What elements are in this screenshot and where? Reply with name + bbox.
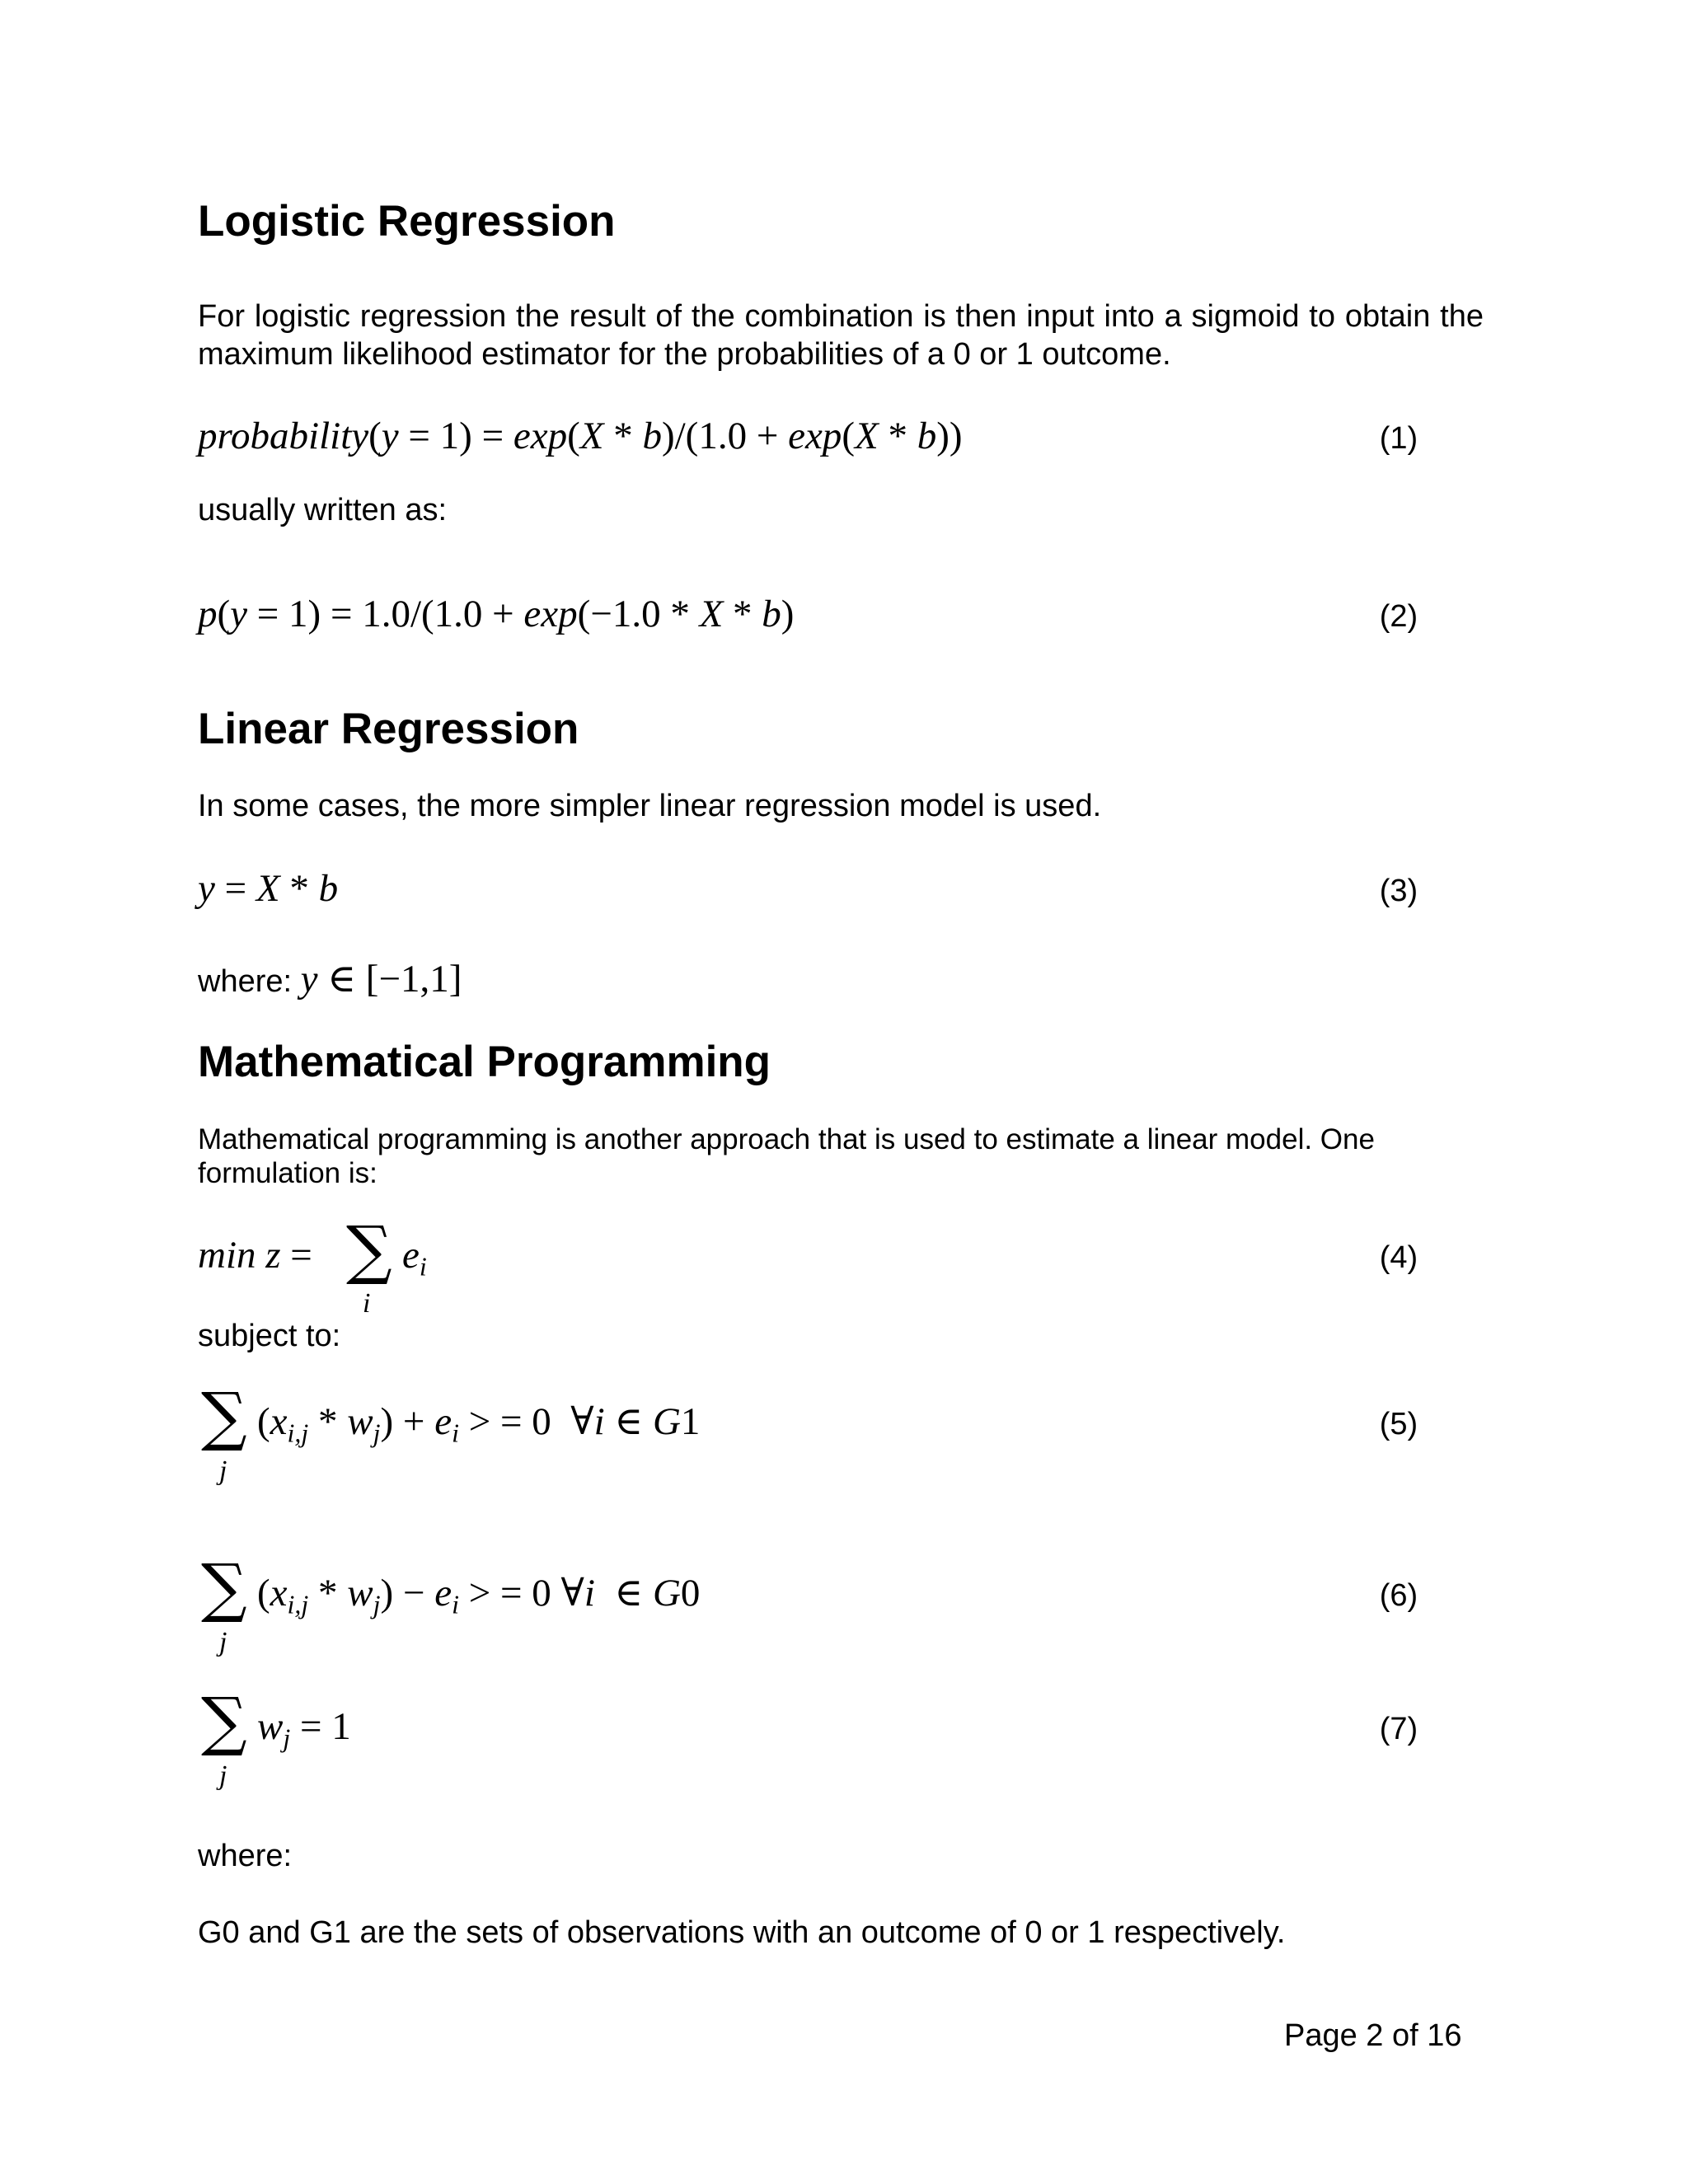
equation-2-number: (2) xyxy=(1379,599,1418,634)
equation-3-number: (3) xyxy=(1379,874,1418,908)
equation-1-number: (1) xyxy=(1379,421,1418,456)
g-sets-description: G0 and G1 are the sets of observations with an outcome of 0 or 1 respectively. xyxy=(198,1915,1286,1950)
where-label-2: where: xyxy=(198,1839,293,1873)
equation-1: probability(y = 1) = exp(X * b)/(1.0 + exp(X * b)) xyxy=(198,415,963,457)
equation-5-number: (5) xyxy=(1379,1407,1418,1441)
where-range-line xyxy=(198,956,462,1003)
equation-4-number: (4) xyxy=(1379,1240,1418,1275)
usually-written-label: usually written as: xyxy=(198,493,448,527)
y-range-expression: y ∈ [−1,1] xyxy=(300,958,462,1001)
equation-7-number: (7) xyxy=(1379,1712,1418,1746)
page-number: Page 2 of 16 xyxy=(1284,2018,1462,2053)
heading-logistic-regression: Logistic Regression xyxy=(198,197,616,246)
heading-mathematical-programming: Mathematical Programming xyxy=(198,1038,771,1086)
where-label: where: xyxy=(198,964,293,999)
equation-6-number: (6) xyxy=(1379,1578,1418,1613)
linear-intro-paragraph: In some cases, the more simpler linear regression model is used. xyxy=(198,789,1102,823)
heading-linear-regression: Linear Regression xyxy=(198,705,579,753)
equation-2: p(y = 1) = 1.0/(1.0 + exp(−1.0 * X * b) xyxy=(198,593,795,635)
mathprog-intro-paragraph: Mathematical programming is another approach that is used to estimate a linear model. One formulation is: xyxy=(198,1123,1375,1190)
subject-to-label: subject to: xyxy=(198,1319,341,1353)
equation-3: y = X * b xyxy=(198,867,339,910)
logistic-intro-paragraph: For logistic regression the result of the combination is then input into a sigmoid to obtain the maximum likelihood estimator for the probabilities of a 0 or 1 outcome. xyxy=(198,299,1484,373)
